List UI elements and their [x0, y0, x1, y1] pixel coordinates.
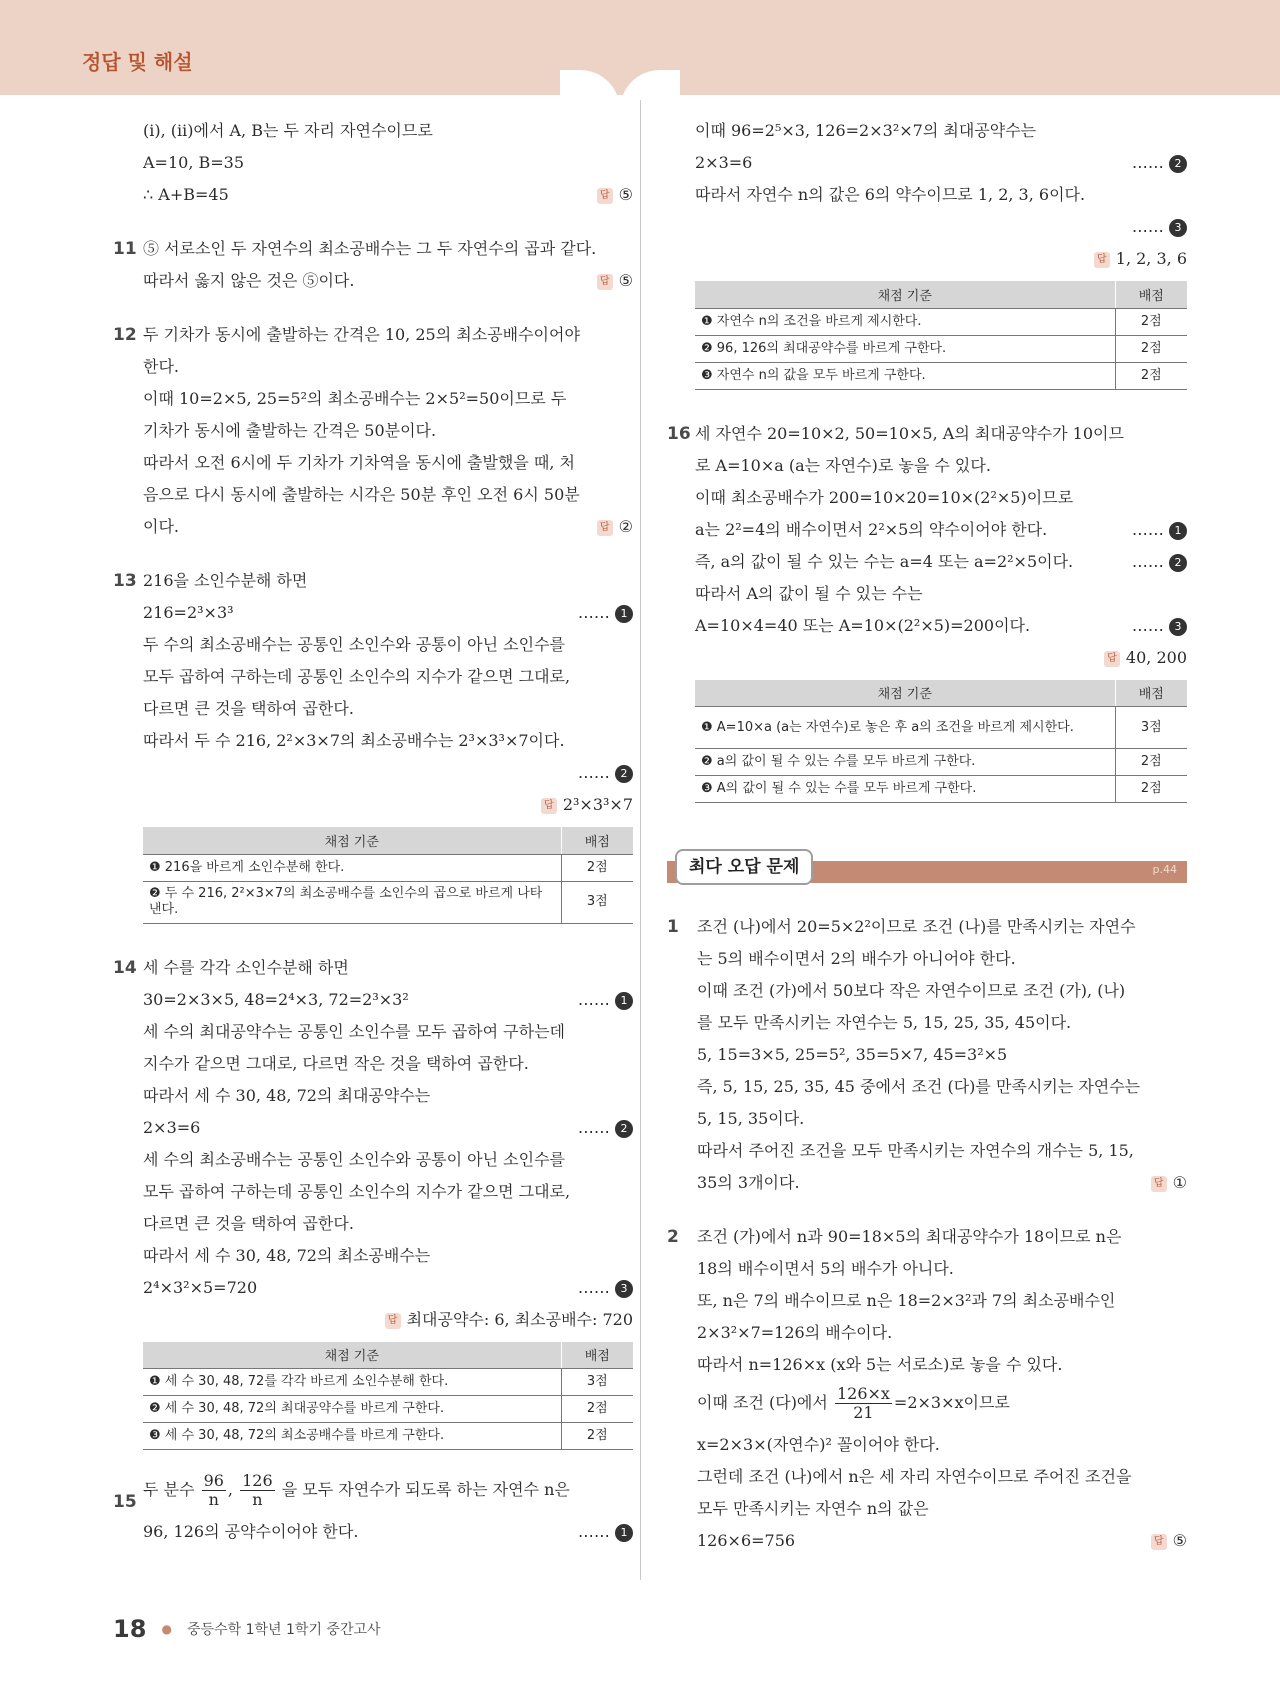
- answer-value: ①: [1172, 1173, 1187, 1192]
- text-line: 다르면 큰 것을 택하여 곱한다.: [143, 1213, 354, 1233]
- answer: [385, 1304, 633, 1336]
- grading-table: [695, 680, 1187, 804]
- page-footer: [113, 1615, 381, 1643]
- text-line: 2⁴×3²×5=720: [143, 1277, 258, 1297]
- text-line: 따라서 A의 값이 될 수 있는 수는: [695, 583, 923, 603]
- text-line: 따라서 세 수 30, 48, 72의 최대공약수는: [143, 1085, 431, 1105]
- text-line: 조건 (가)에서 n과 90=18×5의 최대공약수가 18이므로 n은: [697, 1227, 1122, 1246]
- step-number-icon: 1: [615, 1524, 633, 1542]
- text-line: 세 수의 최소공배수는 공통인 소인수와 공통이 아닌 소인수를: [143, 1149, 566, 1169]
- table-row: [695, 308, 1187, 335]
- text-line: A=10, B=35: [143, 153, 245, 172]
- answer-line: [667, 243, 1187, 275]
- text-line: 를 모두 만족시키는 자연수는 5, 15, 25, 35, 45이다.: [697, 1013, 1072, 1032]
- text-line: 이때 조건 (가)에서 50보다 작은 자연수이므로 조건 (가), (나): [697, 981, 1126, 1000]
- question-11: [113, 233, 633, 265]
- dots: ……: [1131, 217, 1164, 236]
- score: 2점: [1115, 362, 1187, 389]
- step-number-icon: 3: [1169, 219, 1187, 237]
- text-line: 30=2×3×5, 48=2⁴×3, 72=2³×3²: [143, 989, 409, 1009]
- answer-badge: 답: [597, 188, 613, 204]
- dots: ……: [1131, 519, 1164, 539]
- step-line: [667, 211, 1187, 243]
- text-line: 음으로 다시 동시에 출발하는 시각은 50분 후인 오전 6시 50분: [143, 485, 580, 504]
- answer-value: ⑤: [618, 185, 633, 204]
- fraction: [835, 1385, 892, 1422]
- step-number-icon: 3: [1169, 618, 1187, 636]
- text-line: 지수가 같으면 그대로, 다르면 작은 것을 택하여 곱한다.: [143, 1053, 529, 1073]
- table-row: [143, 1396, 633, 1423]
- answer-badge: 답: [597, 274, 613, 290]
- criterion: ❸ 세 수 30, 48, 72의 최소공배수를 바르게 구한다.: [143, 1423, 561, 1450]
- score: 2점: [1115, 776, 1187, 803]
- numerator: 126: [242, 1471, 273, 1490]
- table-header: 배점: [1115, 281, 1187, 308]
- step-marker: [1132, 211, 1187, 243]
- criterion: ❶ 자연수 n의 조건을 바르게 제시한다.: [695, 308, 1115, 335]
- grading-table: [695, 281, 1187, 390]
- table-header: 배점: [561, 1342, 633, 1369]
- answer-badge: 답: [1094, 252, 1110, 268]
- fraction-line: [667, 1381, 1187, 1429]
- text-line: 는 5의 배수이면서 2의 배수가 아니어야 한다.: [697, 949, 1016, 968]
- denominator: n: [208, 1490, 219, 1509]
- answer: [597, 265, 633, 297]
- table-row: [695, 362, 1187, 389]
- text-line: 따라서 세 수 30, 48, 72의 최소공배수는: [143, 1245, 431, 1265]
- text-line: 5, 15=3×5, 25=5², 35=5×7, 45=3²×5: [697, 1045, 1008, 1064]
- answer-badge: 답: [385, 1313, 401, 1329]
- step-line: [667, 546, 1187, 578]
- answer: [597, 511, 633, 543]
- step-line: [667, 610, 1187, 642]
- step-number-icon: 2: [615, 1120, 633, 1138]
- question-12: [113, 319, 633, 351]
- text-line: 이때 최소공배수가 200=10×20=10×(2²×5)이므로: [695, 487, 1074, 507]
- score: 3점: [561, 881, 633, 923]
- step-line: [113, 1272, 633, 1304]
- text-line: 따라서 오전 6시에 두 기차가 기차역을 동시에 출발했을 때, 처: [143, 453, 575, 472]
- answer-badge: 답: [1151, 1176, 1167, 1192]
- numerator: 96: [203, 1471, 224, 1490]
- answer-badge: 답: [597, 520, 613, 536]
- problem-2: [667, 1221, 1187, 1253]
- question-number: 14: [113, 957, 137, 978]
- dots: ……: [577, 763, 610, 782]
- table-header: 채점 기준: [143, 1342, 561, 1369]
- text-line: 이다.: [143, 517, 179, 536]
- text-line: =2×3×x이므로: [893, 1393, 1010, 1412]
- dots: ……: [577, 603, 610, 622]
- score: 3점: [561, 1369, 633, 1396]
- step-marker: [578, 757, 633, 789]
- criterion: ❷ 세 수 30, 48, 72의 최대공약수를 바르게 구한다.: [143, 1396, 561, 1423]
- table-row: [695, 707, 1187, 749]
- answer-value: 2³×3³×7: [562, 795, 633, 814]
- score: 2점: [561, 854, 633, 881]
- answer-line: [667, 1167, 1187, 1199]
- text-line: 35의 3개이다.: [697, 1173, 800, 1192]
- denominator: 21: [853, 1403, 874, 1422]
- grading-table: [143, 1342, 633, 1451]
- score: 2점: [561, 1396, 633, 1423]
- step-line: [667, 514, 1187, 546]
- question-15: 15 두 분수 $\frac{96}{n}$ , $\frac{126}{n}$ 을 모두 자연수가 되도록 하는 자연수 n은: [113, 1468, 633, 1516]
- step-marker: [1132, 147, 1187, 179]
- answer: [1094, 243, 1187, 275]
- text-line: ⑤ 서로소인 두 자연수의 최소공배수는 그 두 자연수의 곱과 같다.: [143, 239, 597, 258]
- column-divider: [640, 100, 641, 1580]
- answer-line: [113, 789, 633, 821]
- text-line: 조건 (나)에서 20=5×2²이므로 조건 (나)를 만족시키는 자연수: [697, 917, 1136, 936]
- criterion: ❷ 96, 126의 최대공약수를 바르게 구한다.: [695, 335, 1115, 362]
- table-header: 채점 기준: [695, 680, 1115, 707]
- section-banner: [667, 849, 1187, 889]
- question-number: 2: [667, 1227, 679, 1247]
- step-number-icon: 1: [1169, 522, 1187, 540]
- answer-line: [667, 1525, 1187, 1557]
- header-curve-right: [620, 70, 680, 120]
- criterion: ❸ A의 값이 될 수 있는 수를 모두 바르게 구한다.: [695, 776, 1115, 803]
- criterion: ❷ 두 수 216, 2²×3×7의 최소공배수를 소인수의 곱으로 바르게 나타낸다.: [143, 881, 561, 923]
- book-title: 중등수학 1학년 1학기 중간고사: [187, 1622, 381, 1638]
- answer-value: 1, 2, 3, 6: [1115, 249, 1187, 268]
- text-line: 세 수를 각각 소인수분해 하면: [143, 957, 349, 977]
- text-line: 18의 배수이면서 5의 배수가 아니다.: [697, 1259, 954, 1278]
- table-header: 채점 기준: [695, 281, 1115, 308]
- fraction: [240, 1472, 275, 1509]
- step-line: [667, 147, 1187, 179]
- step-line: [113, 757, 633, 789]
- answer-value: ⑤: [618, 271, 633, 290]
- text-line: 따라서 자연수 n의 값은 6의 약수이므로 1, 2, 3, 6이다.: [695, 185, 1086, 204]
- answer: [597, 179, 633, 211]
- criterion: ❶ 세 수 30, 48, 72를 각각 바르게 소인수분해 한다.: [143, 1369, 561, 1396]
- answer-line: [667, 642, 1187, 674]
- text-line: 그런데 조건 (나)에서 n은 세 자리 자연수이므로 주어진 조건을: [697, 1467, 1132, 1486]
- step-number-icon: 3: [615, 1280, 633, 1298]
- text-line: 모두 곱하여 구하는데 공통인 소인수의 지수가 같으면 그대로,: [143, 1181, 571, 1201]
- answer-value: ⑤: [1172, 1531, 1187, 1550]
- answer: [1151, 1167, 1187, 1199]
- text-line: 두 기차가 동시에 출발하는 간격은 10, 25의 최소공배수이어야: [143, 325, 580, 344]
- question-number: 13: [113, 571, 137, 591]
- bullet-icon: ●: [161, 1622, 172, 1636]
- text-line: 따라서 두 수 216, 2²×3×7의 최소공배수는 2³×3³×7이다.: [143, 731, 565, 750]
- step-number-icon: 2: [1169, 554, 1187, 572]
- question-number: 15: [113, 1492, 137, 1512]
- score: 2점: [1115, 749, 1187, 776]
- step-number-icon: 1: [615, 605, 633, 623]
- text-line: 따라서 옳지 않은 것은 ⑤이다.: [143, 271, 355, 290]
- question-number: 12: [113, 325, 137, 345]
- text-line: 216을 소인수분해 하면: [143, 571, 308, 590]
- table-row: [143, 881, 633, 923]
- question-number: 11: [113, 239, 137, 259]
- step-marker: [1132, 610, 1187, 642]
- answer: [541, 789, 633, 821]
- text-line: 두 수의 최소공배수는 공통인 소인수와 공통이 아닌 소인수를: [143, 635, 566, 654]
- answer-badge: 답: [1151, 1534, 1167, 1550]
- text-line: 모두 곱하여 구하는데 공통인 소인수의 지수가 같으면 그대로,: [143, 667, 571, 686]
- text-line: 5, 15, 35이다.: [697, 1109, 805, 1128]
- left-column: [113, 115, 633, 1548]
- step-number-icon: 2: [615, 765, 633, 783]
- problem-1: [667, 911, 1187, 943]
- step-marker: [578, 1272, 633, 1304]
- question-13: [113, 565, 633, 597]
- table-row: [695, 335, 1187, 362]
- question-number: 16: [667, 423, 691, 444]
- step-marker: [1132, 546, 1187, 578]
- dots: ……: [577, 1117, 610, 1137]
- text-line: 다르면 큰 것을 택하여 곱한다.: [143, 699, 354, 718]
- answer-value: ②: [618, 517, 633, 536]
- table-row: [695, 776, 1187, 803]
- step-number-icon: 2: [1169, 155, 1187, 173]
- text-line: 216=2³×3³: [143, 603, 234, 622]
- answer-value: 최대공약수: 6, 최소공배수: 720: [406, 1309, 633, 1329]
- dots: ……: [577, 1277, 610, 1297]
- answer-line: [113, 1304, 633, 1336]
- answer-badge: 답: [541, 798, 557, 814]
- text-line: 모두 만족시키는 자연수 n의 값은: [697, 1499, 929, 1518]
- grading-table: [143, 827, 633, 924]
- text-line: 로 A=10×a (a는 자연수)로 놓을 수 있다.: [695, 455, 991, 475]
- step-marker: [1132, 514, 1187, 546]
- answer-value: 40, 200: [1125, 647, 1187, 667]
- dots: ……: [1131, 551, 1164, 571]
- step-line: [113, 597, 633, 629]
- right-column: [667, 115, 1187, 1557]
- table-row: [143, 1423, 633, 1450]
- text-line: 2×3=6: [143, 1117, 201, 1137]
- answer-line: [113, 179, 633, 211]
- text-line: 두 분수: [143, 1480, 195, 1499]
- text-line: 이때 10=2×5, 25=5²의 최소공배수는 2×5²=50이므로 두: [143, 389, 567, 408]
- answer-badge: 답: [1104, 651, 1120, 667]
- text-line: 기차가 동시에 출발하는 간격은 50분이다.: [143, 421, 437, 440]
- score: 3점: [1115, 707, 1187, 749]
- answer: [1104, 642, 1187, 674]
- text-line: 이때 96=2⁵×3, 126=2×3²×7의 최대공약수는: [695, 121, 1037, 140]
- table-header: 배점: [561, 827, 633, 854]
- step-number-icon: 1: [615, 992, 633, 1010]
- text-line: 한다.: [143, 357, 179, 376]
- dots: ……: [1131, 153, 1164, 172]
- text-line: a는 2²=4의 배수이면서 2²×5의 약수이어야 한다.: [695, 519, 1048, 539]
- text-line: 세 자연수 20=10×2, 50=10×5, A의 최대공약수가 10이므: [695, 423, 1124, 443]
- text-line: ∴ A+B=45: [143, 185, 229, 204]
- table-row: [143, 1369, 633, 1396]
- table-row: [143, 854, 633, 881]
- step-marker: [578, 1516, 633, 1548]
- text-line: 따라서 주어진 조건을 모두 만족시키는 자연수의 개수는 5, 15,: [697, 1141, 1134, 1160]
- table-row: [695, 749, 1187, 776]
- score: 2점: [561, 1423, 633, 1450]
- step-marker: [578, 597, 633, 629]
- criterion: ❷ a의 값이 될 수 있는 수를 모두 바르게 구한다.: [695, 749, 1115, 776]
- section-header-title: 정답 및 해설: [82, 50, 193, 74]
- score: 2점: [1115, 308, 1187, 335]
- answer: [1151, 1525, 1187, 1557]
- text-line: 따라서 n=126×x (x와 5는 서로소)로 놓을 수 있다.: [697, 1355, 1063, 1374]
- criterion: ❶ 216을 바르게 소인수분해 한다.: [143, 854, 561, 881]
- answer-line: [113, 511, 633, 543]
- text-line: 이때 조건 (다)에서: [697, 1393, 828, 1412]
- text-line: 세 수의 최대공약수는 공통인 소인수를 모두 곱하여 구하는데: [143, 1021, 566, 1041]
- text-line: (ⅰ), (ⅱ)에서 A, B는 두 자리 자연수이므로: [143, 121, 433, 140]
- step-marker: [578, 984, 633, 1016]
- text-line: 또, n은 7의 배수이므로 n은 18=2×3²과 7의 최소공배수인: [697, 1291, 1116, 1310]
- question-16: [667, 418, 1187, 450]
- text-line: A=10×4=40 또는 A=10×(2²×5)=200이다.: [695, 615, 1031, 635]
- step-line: [113, 984, 633, 1016]
- question-number: 1: [667, 917, 679, 937]
- dots: ……: [1131, 615, 1164, 635]
- table-header: 채점 기준: [143, 827, 561, 854]
- text-line: x=2×3×(자연수)² 꼴이어야 한다.: [697, 1435, 940, 1454]
- score: 2점: [1115, 335, 1187, 362]
- header-curve-left: [560, 70, 620, 120]
- text-line: 96, 126의 공약수이어야 한다.: [143, 1522, 359, 1541]
- denominator: n: [252, 1490, 263, 1509]
- criterion: ❸ 자연수 n의 값을 모두 바르게 구한다.: [695, 362, 1115, 389]
- step-line: [113, 1516, 633, 1548]
- dots: ……: [577, 989, 610, 1009]
- step-marker: [578, 1112, 633, 1144]
- text-line: 2×3²×7=126의 배수이다.: [697, 1323, 893, 1342]
- text-line: 을 모두 자연수가 되도록 하는 자연수 n은: [281, 1480, 570, 1499]
- dots: ……: [577, 1522, 610, 1541]
- text-line: 126×6=756: [697, 1531, 796, 1550]
- banner-page-ref: p.44: [1152, 863, 1177, 876]
- answer-line: [113, 265, 633, 297]
- text-line: 즉, 5, 15, 25, 35, 45 중에서 조건 (다)를 만족시키는 자연수는: [697, 1077, 1141, 1096]
- text-line: 2×3=6: [695, 153, 753, 172]
- text-line: 즉, a의 값이 될 수 있는 수는 a=4 또는 a=2²×5이다.: [695, 551, 1074, 571]
- page-number: 18: [113, 1615, 147, 1643]
- question-14: [113, 952, 633, 984]
- criterion: ❶ A=10×a (a는 자연수)로 놓은 후 a의 조건을 바르게 제시한다.: [695, 707, 1115, 749]
- section-title: 최다 오답 문제: [675, 849, 813, 885]
- step-line: [113, 1112, 633, 1144]
- fraction: [202, 1472, 226, 1509]
- table-header: 배점: [1115, 680, 1187, 707]
- numerator: 126×x: [836, 1384, 890, 1403]
